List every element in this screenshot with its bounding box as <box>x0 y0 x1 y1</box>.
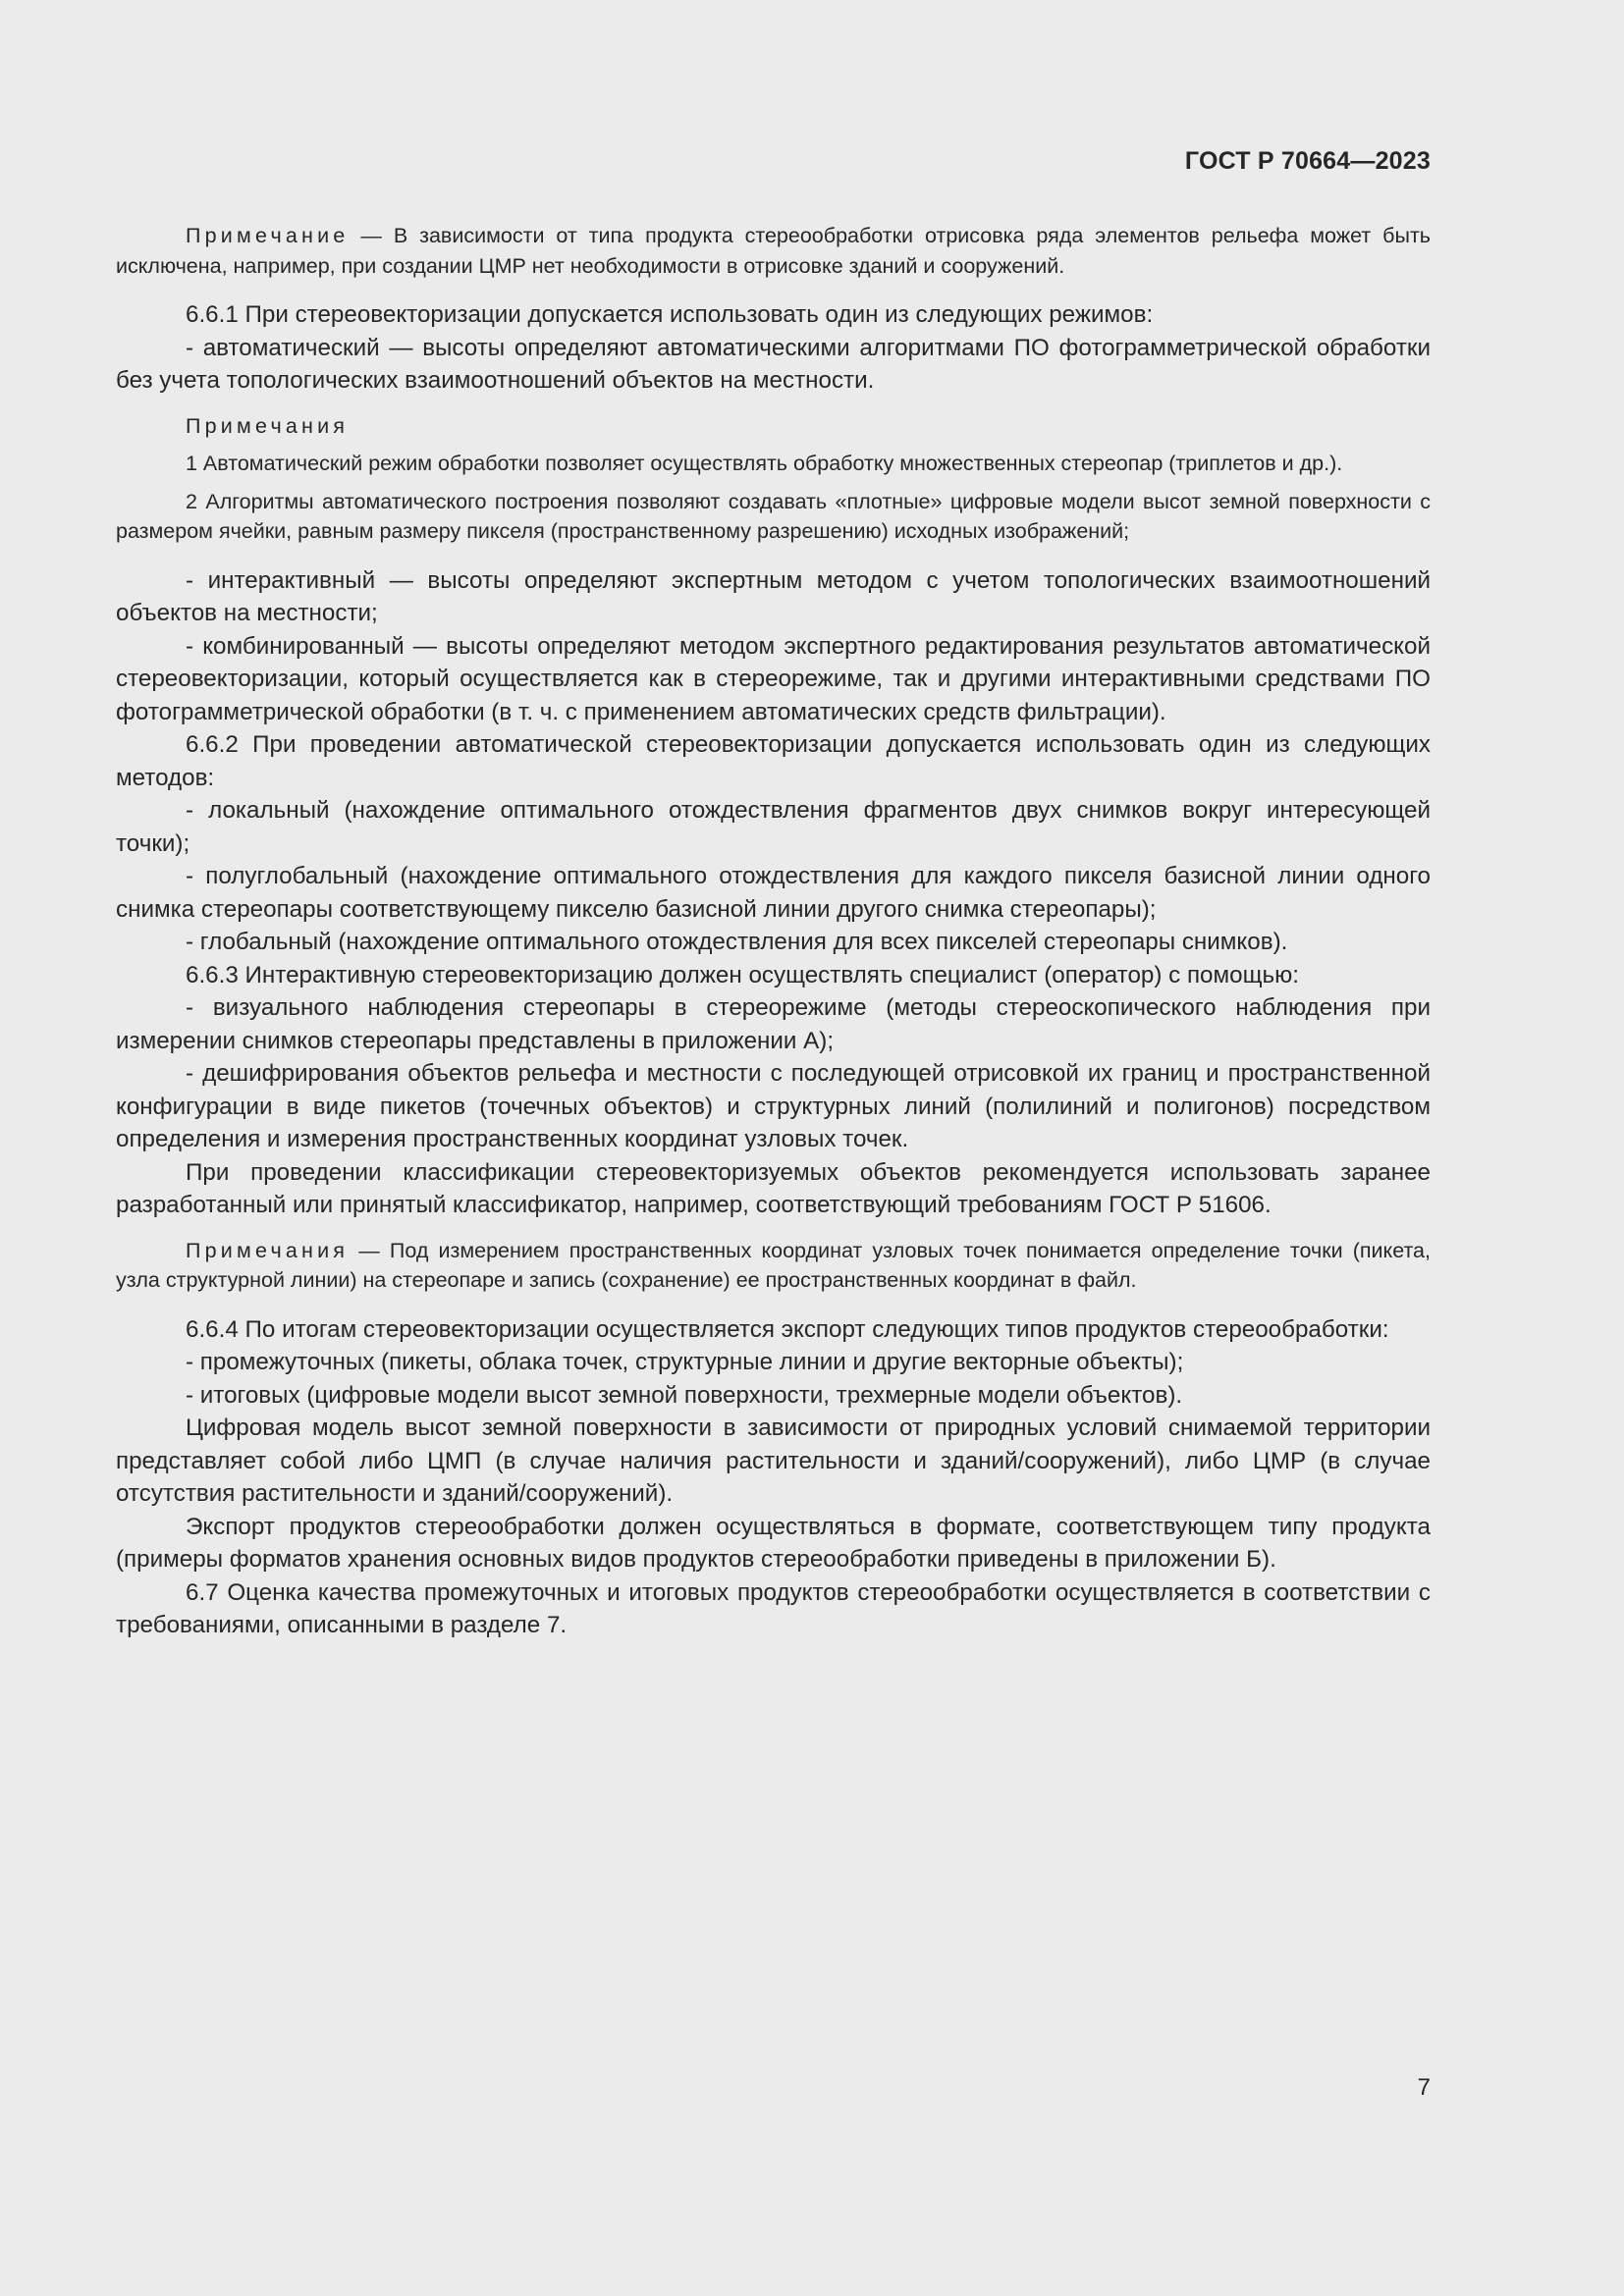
clause-6-6-3-intro: 6.6.3 Интерактивную стереовекторизацию должен осуществлять специалист (оператор) с помощью: <box>186 961 1299 988</box>
item-visual-observation: - визуального наблюдения стереопары в стереорежиме (методы стереоскопического наблюдения при измерении снимков стереопары представлены в приложении А); <box>116 994 1431 1054</box>
clause-6-7: 6.7 Оценка качества промежуточных и итоговых продуктов стереообработки осуществляется в соответствии с требованиями, описанными в разделе 7. <box>116 1578 1431 1638</box>
product-final: - итоговых (цифровые модели высот земной поверхности, трехмерные модели объектов). <box>186 1381 1183 1409</box>
dem-paragraph: Цифровая модель высот земной поверхности в зависимости от природных условий снимаемой территории представляет собой либо ЦМП (в случае наличия растительности и зданий/сооружений), либо ЦМР (в случае отсутствия растительности и зданий/сооружений). <box>116 1415 1431 1507</box>
note-label: Примечание <box>186 224 350 247</box>
method-local: - локальный (нахождение оптимального отождествления фрагментов двух снимков вокруг интересующей точки); <box>116 797 1431 857</box>
mode-automatic: - автоматический — высоты определяют автоматическими алгоритмами ПО фотограмметрической обработки без учета топологических взаимоотношений объектов на местности. <box>116 334 1431 394</box>
clause-6-6-1-intro: 6.6.1 При стереовекторизации допускается использовать один из следующих режимов: <box>186 301 1154 328</box>
note-text: — В зависимости от типа продукта стереообработки отрисовка ряда элементов рельефа может быть исключена, например, при создании ЦМР нет необходимости в отрисовке зданий и сооружений. <box>116 224 1431 278</box>
product-intermediate: - промежуточных (пикеты, облака точек, структурные линии и другие векторные объекты); <box>186 1349 1184 1375</box>
notes-label: Примечания <box>186 413 350 438</box>
clause-6-6-4-intro: 6.6.4 По итогам стереовекторизации осуществляется экспорт следующих типов продуктов стереообработки: <box>186 1315 1389 1343</box>
page-number: 7 <box>1417 2074 1431 2101</box>
export-paragraph: Экспорт продуктов стереообработки должен осуществляться в формате, соответствующем типу продукта (примеры форматов хранения основных видов продуктов стереообработки приведены в приложении Б). <box>116 1513 1431 1573</box>
note-text: — Под измерением пространственных координат узловых точек понимается определение точки (пикета, узла структурной линии) на стереопаре и запись (сохранение) ее пространственных координат в файл. <box>116 1238 1431 1292</box>
page-body <box>116 221 1431 1642</box>
clause-6-6-2-intro: 6.6.2 При проведении автоматической стереовекторизации допускается использовать один из следующих методов: <box>116 731 1431 791</box>
method-semiglobal: - полуглобальный (нахождение оптимального отождествления для каждого пикселя базисной линии одного снимка стереопары соответствующему пикселю базисной линии другого снимка стереопары); <box>116 863 1431 923</box>
note-paragraph-measurement <box>116 1236 1431 1296</box>
method-global: - глобальный (нахождение оптимального отождествления для всех пикселей стереопары снимков). <box>186 929 1288 955</box>
note-label: Примечания <box>186 1238 350 1262</box>
item-decoding: - дешифрирования объектов рельефа и местности с последующей отрисовкой их границ и пространственной конфигурации в виде пикетов (точечных объектов) и структурных линий (полилиний и полигонов) посредством определения и измерения пространственных координат узловых точек. <box>116 1060 1431 1152</box>
mode-combined: - комбинированный — высоты определяют методом экспертного редактирования результатов автоматической стереовекторизации, который осуществляется как в стереорежиме, так и другими интерактивными средствами ПО фотограмметрической обработки (в т. ч. с применением автоматических средств фильтрации). <box>116 632 1431 725</box>
note-item-2: 2 Алгоритмы автоматического построения позволяют создавать «плотные» цифровые модели высот земной поверхности с размером ячейки, равным размеру пикселя (пространственному разрешению) исходных изображений; <box>116 489 1431 543</box>
note-item-1: 1 Автоматический режим обработки позволяет осуществлять обработку множественных стереопар (триплетов и др.). <box>186 452 1343 475</box>
document-id-header: ГОСТ Р 70664—2023 <box>1184 147 1431 175</box>
mode-interactive: - интерактивный — высоты определяют экспертным методом с учетом топологических взаимоотношений объектов на местности; <box>116 566 1431 626</box>
classification-paragraph: При проведении классификации стереовекторизуемых объектов рекомендуется использовать заранее разработанный или принятый классификатор, например, соответствующий требованиям ГОСТ Р 51606. <box>116 1158 1431 1218</box>
note-paragraph <box>116 221 1431 281</box>
